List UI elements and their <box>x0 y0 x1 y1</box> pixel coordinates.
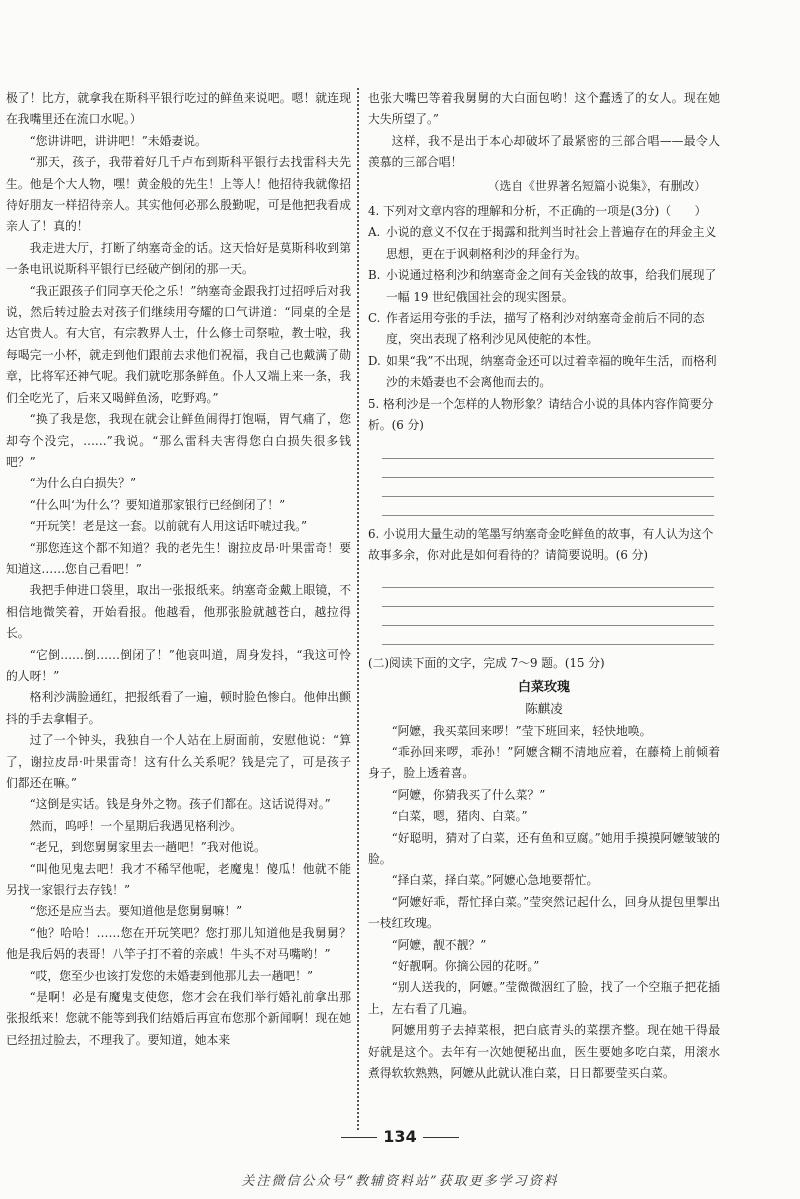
source-note: （选自《世界著名短篇小说集》，有删改） <box>487 178 706 193</box>
answer-line <box>382 497 714 516</box>
paragraph: “阿嬷，靓不靓？” <box>391 937 487 952</box>
option-key: A. <box>368 225 381 240</box>
story-body <box>368 721 720 1085</box>
paragraph: “好靓啊。你摘公园的花呀。” <box>391 959 540 973</box>
paragraph: “乖孙回来啰，乖孙！”阿嬷含糊不清地应着，在藤椅上前倾着身子，脸上透着喜。 <box>368 744 720 781</box>
question-4-stem: 4. 下列对文章内容的理解和分析，不正确的一项是(3分)（ ） <box>368 204 707 219</box>
paragraph: “择白菜，择白菜。”阿嬷心急地要帮忙。 <box>391 873 599 888</box>
option-text: 小说的意义不仅在于揭露和批判当时社会上普遍存在的拜金主义思想，更在于讽刺格利沙的拜金行为。 <box>386 225 717 261</box>
option-b[interactable] <box>368 265 720 308</box>
paragraph: “阿嬷，你猜我买了什么菜？” <box>391 787 546 802</box>
option-a[interactable] <box>368 222 720 265</box>
option-text: 作者运用夸张的手法，描写了格利沙对纳塞奇金前后不同的态度，突出表现了格利沙见风使舵的本性。 <box>386 311 705 347</box>
option-key: B. <box>368 268 381 283</box>
page-number-rule <box>341 1137 377 1138</box>
question-4-options <box>368 222 720 393</box>
question-5 <box>368 394 720 516</box>
answer-line <box>382 440 714 459</box>
answer-line <box>382 459 714 478</box>
paragraph: “您还是应当去。要知道他是您舅舅嘛！” <box>29 904 243 919</box>
page-number-text: 134 <box>383 1127 417 1146</box>
paragraph: “哎，您至少也该打发您的未婚妻到他那儿去一趟吧！” <box>29 968 313 983</box>
paragraph: “那天，孩子，我带着好几千卢布到斯科平银行去找雷科夫先生。他是个大人物，嘿！黄金般的先生！上等人！他招待我就像招待好朋友一样招待亲人。其实他何必那么殷勤呢，可是他把我看成亲人了！真的！ <box>6 155 351 234</box>
story-ending <box>368 88 720 174</box>
paragraph: “换了我是您，我现在就会让鲜鱼闹得打饱嗝，胃气痛了，您却夸个没完，……”我说。“那么雷科夫害得您白白损失很多钱吧？” <box>6 412 351 469</box>
answer-line <box>382 626 714 645</box>
page-number-rule <box>423 1137 459 1138</box>
question-6-stem: 6. 小说用大量生动的笔墨写纳塞奇金吃鲜鱼的故事，有人认为这个故事多余，你对此是如何看待的？请简要说明。(6 分) <box>368 526 714 562</box>
option-text: 小说通过格利沙和纳塞奇金之间有关金钱的故事，给我们展现了一幅 19 世纪俄国社会的现实图景。 <box>386 268 717 304</box>
paragraph: “阿嬷，我买菜回来啰！”莹下班回来，轻快地唤。 <box>391 723 652 738</box>
paragraph: “那您连这个都不知道？我的老先生！谢拉皮昂·叶果雷奇！要知道这……您自己看吧！” <box>6 540 351 576</box>
paragraph: “是啊！必是有魔鬼支使您，您才会在我们举行婚礼前拿出那张报纸来！您就不能等到我们结婚后再宣布您那个新闻啊！现在她已经扭过脸去，不理我了。要知道，她本来 <box>6 990 351 1047</box>
answer-line <box>382 569 714 588</box>
paragraph: 我走进大厅，打断了纳塞奇金的话。这天恰好是莫斯科收到第一条电讯说斯科平银行已经破产倒闭的那一天。 <box>6 240 351 277</box>
paragraph: “阿嬷好乖，帮忙择白菜。”莹突然记起什么，回身从提包里掣出一枝红玫瑰。 <box>368 894 720 931</box>
question-5-stem: 5. 格利沙是一个怎样的人物形象？请结合小说的具体内容作简要分析。(6 分) <box>368 396 714 433</box>
paragraph: 过了一个钟头，我独自一个人站在上厨面前，安慰他说：“算了，谢拉皮昂·叶果雷奇！这有什么关系呢？钱是完了，可是孩子们都还在嘛。” <box>6 733 351 790</box>
paragraph: 也张大嘴巴等着我舅舅的大白面包哟！这个蠢透了的女人。现在她大失所望了。” <box>368 91 720 127</box>
paragraph: “我正跟孩子们同享天伦之乐！”纳塞奇金跟我打过招呼后对我说，然后转过脸去对孩子们继续用夸耀的口气讲道：“同桌的全是达官贵人。有大官，有宗教界人士，什么修士司祭啦，教士啦，我每喝完一小杯，就走到他们跟前去求他们祝福，我自己也戴满了勋章，比将军还神气呢。我们就吃那条鲜鱼。仆人又端上来一条，我们全吃光了，后来又喝鲜鱼汤，吃野鸡。” <box>6 283 351 405</box>
section-2-heading: (二)阅读下面的文字，完成 7～9 题。(15 分) <box>368 656 605 671</box>
paragraph: “他？哈哈！……您在开玩笑吧？您打那儿知道他是我舅舅？他是我后妈的表哥！八竿子打不着的亲戚！牛头不对马嘴哟！” <box>6 925 351 962</box>
paragraph: “开玩笑！老是这一套。以前就有人用这话吓唬过我。” <box>29 519 308 534</box>
paragraph: 这样，我不是出于本心却破坏了最紧密的三部合唱——最令人羡慕的三部合唱！ <box>368 133 720 170</box>
paragraph: “您讲讲吧，讲讲吧！”未婚妻说。 <box>29 133 207 148</box>
paragraph: 然而，呜呼！一个星期后我遇见格利沙。 <box>29 818 242 833</box>
paragraph: 格利沙满脸通红，把报纸看了一遍，顿时脸色惨白。他伸出颤抖的手去拿帽子。 <box>6 690 351 726</box>
answer-line <box>382 478 714 497</box>
paragraph: 阿嬷用剪子去掉菜根，把白底青头的菜摆齐整。现在她干得最好就是这个。去年有一次她便秘出血，医生要她多吃白菜，用滚水煮得软软熟熟，阿嬷从此就认准白菜，日日都要莹买白菜。 <box>368 1023 720 1081</box>
answer-area-5[interactable] <box>368 440 720 516</box>
paragraph: 我把手伸进口袋里，取出一张报纸来。纳塞奇金戴上眼镜，不相信地微笑着，开始看报。他越看，他那张脸就越苍白，越拉得长。 <box>6 583 351 641</box>
option-d[interactable] <box>368 351 720 394</box>
paragraph: “什么叫‘为什么’？要知道那家银行已经倒闭了！” <box>29 497 286 512</box>
answer-area-6[interactable] <box>368 569 720 645</box>
option-text: 如果“我”不出现，纳塞奇金还可以过着幸福的晚年生活，而格利沙的未婚妻也不会离他而去的。 <box>386 353 717 390</box>
paragraph: “好聪明，猜对了白菜，还有鱼和豆腐。”她用手摸摸阿嬷皱皱的脸。 <box>368 830 720 866</box>
page-number <box>0 1127 800 1146</box>
paragraph: “叫他见鬼去吧！我才不稀罕他呢，老魔鬼！傻瓜！他就不能另找一家银行去存钱！” <box>6 861 351 898</box>
footer-note: 关注微信公众号“教辅资料站”获取更多学习资料 <box>241 1174 559 1189</box>
paragraph: “别人送我的，阿嬷。”莹微微洇红了脸，找了一个空瓶子把花插上，左右看了几遍。 <box>368 980 720 1016</box>
question-6 <box>368 524 720 646</box>
question-4 <box>368 201 720 394</box>
option-c[interactable] <box>368 308 720 351</box>
right-column <box>368 88 720 1084</box>
option-key: C. <box>368 311 381 326</box>
left-column <box>6 88 351 1051</box>
paragraph: “它倒……倒……倒闭了！”他哀叫道，周身发抖，“我这可怜的人呀！” <box>6 647 351 683</box>
paragraph: 极了！比方，就拿我在斯科平银行吃过的鲜鱼来说吧。嗯！就连现在我嘴里还在流口水呢。） <box>6 91 351 127</box>
story-author: 陈麒凌 <box>525 701 563 717</box>
paragraph: “为什么白白损失？” <box>29 476 137 491</box>
paragraph: “这倒是实话。钱是身外之物。孩子们都在。这话说得对。” <box>29 797 331 812</box>
column-divider <box>357 88 359 1130</box>
answer-line <box>382 588 714 607</box>
paragraph: “白菜，嗯，猪肉、白菜。” <box>391 809 528 824</box>
story-title: 白菜玫瑰 <box>517 679 570 695</box>
option-key: D. <box>368 353 381 368</box>
paragraph: “老兄，到您舅舅家里去一趟吧！”我对他说。 <box>29 840 266 855</box>
answer-line <box>382 607 714 626</box>
